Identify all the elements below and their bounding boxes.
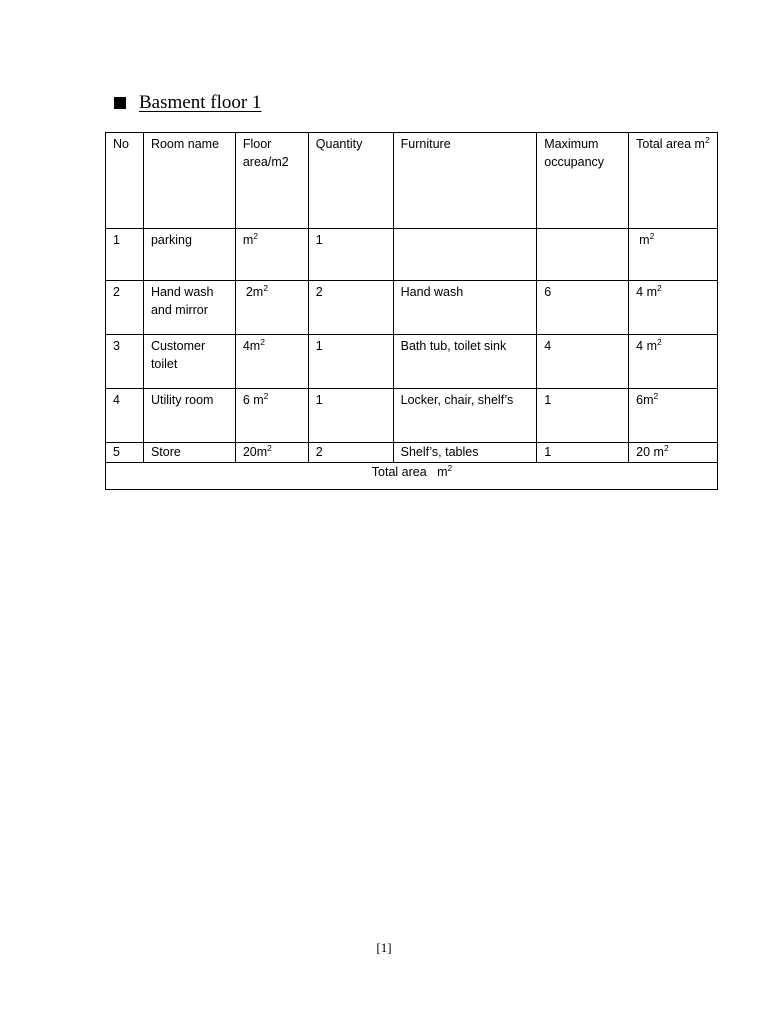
cell-max-occupancy: 1 bbox=[537, 389, 629, 443]
header-total-area-superscript: 2 bbox=[704, 134, 710, 145]
cell-quantity: 1 bbox=[308, 335, 393, 389]
cell-floor-area bbox=[235, 281, 308, 335]
cell-furniture: Hand wash bbox=[393, 281, 537, 335]
total-area-superscript: 2 bbox=[657, 336, 662, 347]
total-area-superscript: 2 bbox=[653, 390, 659, 401]
floor-area-value: 4m bbox=[242, 339, 261, 353]
total-area-value: 6m bbox=[636, 393, 654, 407]
cell-furniture: Locker, chair, shelf’s bbox=[393, 389, 537, 443]
cell-quantity: 1 bbox=[308, 229, 393, 281]
cell-room-name: Hand wash and mirror bbox=[143, 281, 235, 335]
cell-total-area bbox=[629, 281, 718, 335]
cell-no: 4 bbox=[106, 389, 144, 443]
header-room-name: Room name bbox=[143, 133, 235, 229]
cell-floor-area bbox=[235, 389, 308, 443]
header-total-area bbox=[629, 133, 718, 229]
header-quantity: Quantity bbox=[308, 133, 393, 229]
cell-room-name: parking bbox=[143, 229, 235, 281]
cell-no: 1 bbox=[106, 229, 144, 281]
cell-max-occupancy: 4 bbox=[537, 335, 629, 389]
cell-furniture: Shelf’s, tables bbox=[393, 443, 537, 463]
floor-area-superscript: 2 bbox=[267, 442, 272, 453]
cell-no: 3 bbox=[106, 335, 144, 389]
cell-room-name: Utility room bbox=[143, 389, 235, 443]
cell-total-area bbox=[629, 229, 718, 281]
floor-area-value: 6 m bbox=[242, 393, 264, 407]
cell-no: 5 bbox=[106, 443, 144, 463]
page-number: [1] bbox=[376, 940, 392, 955]
cell-max-occupancy bbox=[537, 229, 629, 281]
cell-total-area bbox=[629, 389, 718, 443]
cell-quantity: 2 bbox=[308, 281, 393, 335]
header-furniture: Furniture bbox=[393, 133, 537, 229]
floor-area-superscript: 2 bbox=[253, 230, 258, 241]
total-area-label-superscript: 2 bbox=[447, 462, 453, 473]
header-total-area-text: Total area m bbox=[636, 137, 705, 151]
total-area-value: 4 m bbox=[636, 339, 658, 353]
cell-quantity: 2 bbox=[308, 443, 393, 463]
table-row bbox=[106, 281, 718, 335]
floor-area-value: 20m bbox=[242, 445, 268, 459]
total-area-superscript: 2 bbox=[663, 442, 669, 453]
total-area-superscript: 2 bbox=[657, 282, 662, 293]
total-area-value: 20 m bbox=[636, 445, 664, 459]
room-schedule-table bbox=[105, 132, 718, 490]
cell-room-name: Customer toilet bbox=[143, 335, 235, 389]
section-title: Basment floor 1 bbox=[139, 92, 262, 113]
cell-max-occupancy: 6 bbox=[537, 281, 629, 335]
table-row bbox=[106, 443, 718, 463]
floor-area-superscript: 2 bbox=[263, 282, 268, 293]
table-row bbox=[106, 389, 718, 443]
total-area-value: 4 m bbox=[636, 285, 658, 299]
table-header-row bbox=[106, 133, 718, 229]
floor-area-value: 2m bbox=[245, 285, 264, 299]
floor-area-value: m bbox=[242, 233, 254, 247]
table-total-row bbox=[106, 463, 718, 490]
header-floor-area: Floor area/m2 bbox=[235, 133, 308, 229]
section-heading bbox=[114, 92, 261, 114]
table-row bbox=[106, 335, 718, 389]
table-row bbox=[106, 229, 718, 281]
total-area-cell bbox=[106, 463, 718, 490]
total-area-superscript: 2 bbox=[649, 230, 655, 241]
cell-floor-area bbox=[235, 229, 308, 281]
cell-total-area bbox=[629, 443, 718, 463]
square-bullet-icon bbox=[114, 97, 126, 109]
total-area-value: m bbox=[639, 233, 650, 247]
total-area-label: Total area m bbox=[371, 465, 448, 479]
header-no: No bbox=[106, 133, 144, 229]
cell-floor-area bbox=[235, 335, 308, 389]
floor-area-superscript: 2 bbox=[260, 336, 265, 347]
cell-furniture bbox=[393, 229, 537, 281]
cell-max-occupancy: 1 bbox=[537, 443, 629, 463]
cell-total-area bbox=[629, 335, 718, 389]
floor-area-superscript: 2 bbox=[263, 390, 269, 401]
cell-no: 2 bbox=[106, 281, 144, 335]
cell-quantity: 1 bbox=[308, 389, 393, 443]
header-max-occupancy: Maximum occupancy bbox=[537, 133, 629, 229]
cell-room-name: Store bbox=[143, 443, 235, 463]
cell-floor-area bbox=[235, 443, 308, 463]
cell-furniture: Bath tub, toilet sink bbox=[393, 335, 537, 389]
